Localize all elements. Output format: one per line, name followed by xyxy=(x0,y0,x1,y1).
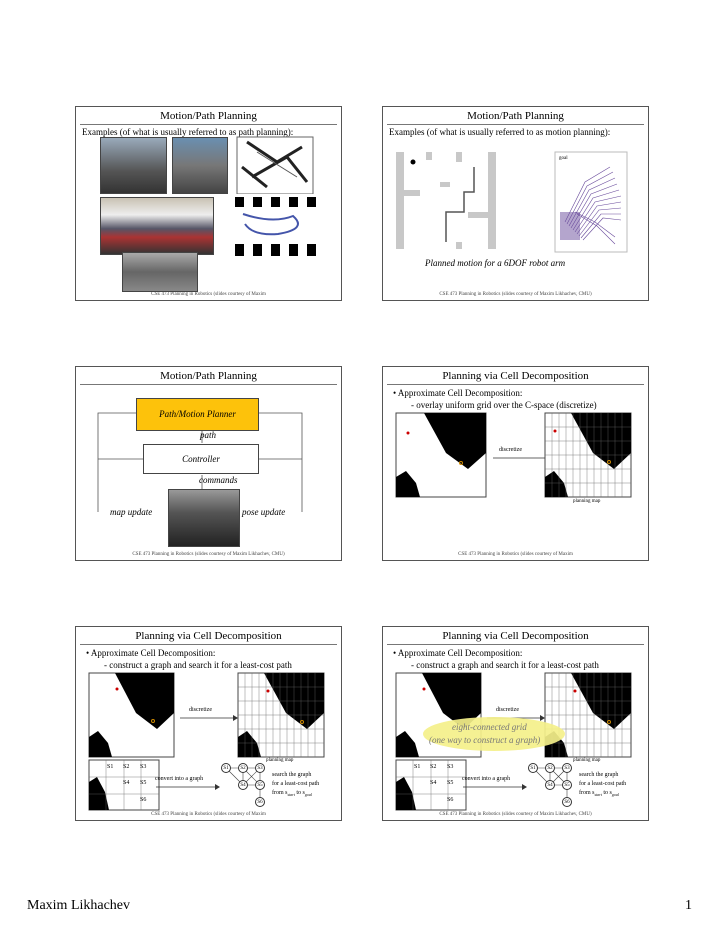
cell-s1: S1 xyxy=(107,764,114,770)
page-number: 1 xyxy=(685,898,692,913)
bullet-1: • Approximate Cell Decomposition: xyxy=(393,388,523,398)
discretize-label: discretize xyxy=(189,707,212,713)
callout-line-2: (one way to construct a graph) xyxy=(429,735,541,745)
planning-map-label: planning map xyxy=(266,758,294,763)
slide-6 xyxy=(382,626,649,821)
configuration-space-map xyxy=(396,152,496,249)
graph-node-s5: S5 xyxy=(255,780,265,790)
slide-footer: CSE 473 Planning in Robotics (slides courtesy of Maxim Likhachev, CMU) xyxy=(439,292,592,297)
slide-3 xyxy=(75,366,342,561)
discretize-label: discretize xyxy=(496,707,519,713)
slide-title: Motion/Path Planning xyxy=(467,110,564,122)
slide-footer: CSE 473 Planning in Robotics (slides courtesy of Maxim Likhachev, CMU) xyxy=(132,552,285,557)
cell-s3: S3 xyxy=(140,764,147,770)
convert-arrow xyxy=(156,784,220,790)
divider xyxy=(80,644,337,645)
search-text-1: search the graph xyxy=(579,772,619,778)
pose-update-label: pose update xyxy=(242,507,286,517)
graph-node-s5: S5 xyxy=(562,780,572,790)
car-photo xyxy=(100,197,214,255)
planning-map-label: planning map xyxy=(573,758,601,763)
controller-box: Controller xyxy=(143,444,259,474)
slide-title: Motion/Path Planning xyxy=(160,370,257,382)
slide-2 xyxy=(382,106,649,301)
cell-s4: S4 xyxy=(430,780,437,786)
graph-node-s1: S1 xyxy=(528,763,538,773)
graph-node-s3: S3 xyxy=(562,763,572,773)
goal-label: goal xyxy=(559,156,568,161)
cell-s6: S6 xyxy=(140,797,147,803)
robot-photo xyxy=(172,137,228,194)
discretize-label: discretize xyxy=(499,447,522,453)
discretize-arrow xyxy=(493,455,553,461)
planning-map-label: planning map xyxy=(573,499,601,504)
robot-photo xyxy=(168,489,240,547)
map-image xyxy=(237,137,313,194)
graph-node-s4: S4 xyxy=(238,780,248,790)
bullet-2: - construct a graph and search it for a least-cost path xyxy=(411,660,599,670)
planning-map-grid xyxy=(545,673,631,757)
commands-label: commands xyxy=(199,475,238,485)
planning-map-grid xyxy=(545,413,631,497)
slide-4 xyxy=(382,366,649,561)
slide-footer: CSE 473 Planning in Robotics (slides courtesy of Maxim Likhachev, CMU) xyxy=(439,812,592,817)
search-text-1: search the graph xyxy=(272,772,312,778)
cell-s3: S3 xyxy=(447,764,454,770)
convert-label: convert into a graph xyxy=(462,776,511,782)
cell-s2: S2 xyxy=(123,764,130,770)
slide-title: Motion/Path Planning xyxy=(160,110,257,122)
bullet-2: - construct a graph and search it for a least-cost path xyxy=(104,660,292,670)
graph-node-s6: S6 xyxy=(255,797,265,807)
cell-s5: S5 xyxy=(140,780,147,786)
slide-footer: CSE 473 Planning in Robotics (slides courtesy of Maxim xyxy=(151,292,266,297)
bullet-1: • Approximate Cell Decomposition: xyxy=(86,648,216,658)
cell-s4: S4 xyxy=(123,780,130,786)
planning-map-grid xyxy=(238,673,324,757)
slide-footer: CSE 473 Planning in Robotics (slides courtesy of Maxim xyxy=(458,552,573,557)
robot-arm-motion xyxy=(555,152,627,252)
cell-s1: S1 xyxy=(414,764,421,770)
callout-line-1: eight-connected grid xyxy=(452,722,527,732)
discretize-arrow xyxy=(180,715,238,721)
graph-node-s4: S4 xyxy=(545,780,555,790)
slide-1 xyxy=(75,106,342,301)
convert-label: convert into a graph xyxy=(155,776,204,782)
slide-title: Planning via Cell Decomposition xyxy=(442,370,589,382)
graph-node-s6: S6 xyxy=(562,797,572,807)
slide-title: Planning via Cell Decomposition xyxy=(442,630,589,642)
path-label: path xyxy=(200,430,217,440)
page-author: Maxim Likhachev xyxy=(27,898,131,913)
graph-node-s1: S1 xyxy=(221,763,231,773)
search-text-3: from $s_{start}$ to $s_{goal}$ xyxy=(272,790,312,798)
divider xyxy=(387,644,644,645)
planner-box: Path/Motion Planner xyxy=(136,398,259,431)
helicopter-photo xyxy=(122,252,198,292)
maze-image xyxy=(233,194,318,259)
slide-subtitle: Examples (of what is usually referred to as path planning): xyxy=(82,127,294,137)
search-text-2: for a least-cost path xyxy=(579,781,627,787)
slide-subtitle: Examples (of what is usually referred to as motion planning): xyxy=(389,127,611,137)
c-space-map xyxy=(89,673,174,757)
cell-s6: S6 xyxy=(447,797,454,803)
graph-node-s2: S2 xyxy=(238,763,248,773)
map-update-label: map update xyxy=(110,507,153,517)
arm-caption: Planned motion for a 6DOF robot arm xyxy=(425,258,566,268)
robot-photo xyxy=(100,137,167,194)
cell-s5: S5 xyxy=(447,780,454,786)
slide-5 xyxy=(75,626,342,821)
search-text-2: for a least-cost path xyxy=(272,781,320,787)
divider xyxy=(387,124,644,125)
bullet-2: - overlay uniform grid over the C-space (discretize) xyxy=(411,400,597,410)
convert-arrow xyxy=(463,784,527,790)
bullet-1: • Approximate Cell Decomposition: xyxy=(393,648,523,658)
graph-node-s3: S3 xyxy=(255,763,265,773)
slide-footer: CSE 473 Planning in Robotics (slides courtesy of Maxim xyxy=(151,812,266,817)
slide-title: Planning via Cell Decomposition xyxy=(135,630,282,642)
cell-s2: S2 xyxy=(430,764,437,770)
divider xyxy=(80,124,337,125)
divider xyxy=(387,384,644,385)
c-space-map xyxy=(396,413,486,497)
search-text-3: from $s_{start}$ to $s_{goal}$ xyxy=(579,790,619,798)
graph-node-s2: S2 xyxy=(545,763,555,773)
